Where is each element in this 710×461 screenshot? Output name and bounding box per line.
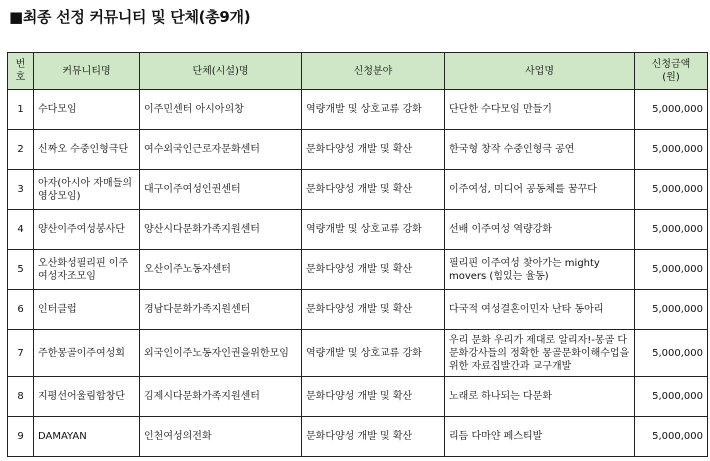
cell-community: DAMAYAN — [34, 417, 140, 457]
cell-amount: 5,000,000 — [635, 250, 708, 290]
table-row — [8, 417, 708, 457]
table-row — [8, 377, 708, 417]
cell-project: 노래로 하나되는 다문화 — [445, 377, 635, 417]
cell-no: 3 — [8, 170, 34, 210]
cell-field: 문화다양성 개발 및 확산 — [302, 377, 445, 417]
cell-amount: 5,000,000 — [635, 210, 708, 250]
table-row — [8, 250, 708, 290]
cell-field: 문화다양성 개발 및 확산 — [302, 170, 445, 210]
cell-no: 6 — [8, 290, 34, 330]
cell-amount: 5,000,000 — [635, 170, 708, 210]
cell-amount: 5,000,000 — [635, 130, 708, 170]
table-header-row — [8, 53, 708, 90]
table-row — [8, 290, 708, 330]
header-no: 번호 — [8, 53, 34, 90]
cell-org: 오산이주노동자센터 — [140, 250, 302, 290]
cell-community: 오산화성필리핀 이주여성자조모임 — [34, 250, 140, 290]
cell-field: 문화다양성 개발 및 확산 — [302, 290, 445, 330]
cell-project: 선배 이주여성 역량강화 — [445, 210, 635, 250]
cell-field: 역량개발 및 상호교류 강화 — [302, 90, 445, 130]
cell-project: 필리핀 이주여성 찾아가는 mighty movers (힘있는 율동) — [445, 250, 635, 290]
selection-table — [7, 52, 708, 457]
cell-org: 대구이주여성인권센터 — [140, 170, 302, 210]
cell-project: 우리 문화 우리가 제대로 알리자!-몽골 다문화강사들의 정확한 몽골문화이해수업을 위한 자료집발간과 교구개발 — [445, 330, 635, 377]
cell-org: 이주민센터 아시아의창 — [140, 90, 302, 130]
cell-field: 문화다양성 개발 및 확산 — [302, 130, 445, 170]
cell-project: 단단한 수다모임 만들기 — [445, 90, 635, 130]
cell-org: 외국인이주노동자인권을위한모임 — [140, 330, 302, 377]
cell-no: 8 — [8, 377, 34, 417]
cell-field: 역량개발 및 상호교류 강화 — [302, 210, 445, 250]
cell-community: 아자(아시아 자매들의 영상모임) — [34, 170, 140, 210]
cell-amount: 5,000,000 — [635, 290, 708, 330]
cell-no: 4 — [8, 210, 34, 250]
cell-community: 주한몽골이주여성회 — [34, 330, 140, 377]
cell-org: 김제시다문화가족지원센터 — [140, 377, 302, 417]
table-row — [8, 90, 708, 130]
cell-project: 이주여성, 미디어 공동체를 꿈꾸다 — [445, 170, 635, 210]
table-row — [8, 330, 708, 377]
cell-org: 양산시다문화가족지원센터 — [140, 210, 302, 250]
cell-amount: 5,000,000 — [635, 417, 708, 457]
cell-field: 역량개발 및 상호교류 강화 — [302, 330, 445, 377]
header-amount: 신청금액 (원) — [635, 53, 708, 90]
cell-org: 여수외국인근로자문화센터 — [140, 130, 302, 170]
cell-field: 문화다양성 개발 및 확산 — [302, 250, 445, 290]
table-row — [8, 210, 708, 250]
page-title: ■최종 선정 커뮤니티 및 단체(총9개) — [9, 8, 251, 26]
cell-community: 수다모임 — [34, 90, 140, 130]
header-project: 사업명 — [445, 53, 635, 90]
cell-org: 경남다문화가족지원센터 — [140, 290, 302, 330]
cell-no: 2 — [8, 130, 34, 170]
table-row — [8, 170, 708, 210]
cell-no: 7 — [8, 330, 34, 377]
cell-amount: 5,000,000 — [635, 90, 708, 130]
cell-project: 다국적 여성결혼이민자 난타 동아리 — [445, 290, 635, 330]
cell-no: 9 — [8, 417, 34, 457]
cell-community: 지평선어울림합창단 — [34, 377, 140, 417]
cell-no: 1 — [8, 90, 34, 130]
cell-org: 인천여성의전화 — [140, 417, 302, 457]
table-row — [8, 130, 708, 170]
header-community: 커뮤니티명 — [34, 53, 140, 90]
cell-project: 한국형 창작 수중인형극 공연 — [445, 130, 635, 170]
cell-project: 리듬 다마얀 페스티발 — [445, 417, 635, 457]
header-org: 단체(시설)명 — [140, 53, 302, 90]
header-field: 신청분야 — [302, 53, 445, 90]
cell-community: 양산이주여성봉사단 — [34, 210, 140, 250]
cell-amount: 5,000,000 — [635, 330, 708, 377]
cell-community: 인터클럽 — [34, 290, 140, 330]
cell-amount: 5,000,000 — [635, 377, 708, 417]
cell-community: 신짜오 수중인형극단 — [34, 130, 140, 170]
cell-no: 5 — [8, 250, 34, 290]
cell-field: 문화다양성 개발 및 확산 — [302, 417, 445, 457]
